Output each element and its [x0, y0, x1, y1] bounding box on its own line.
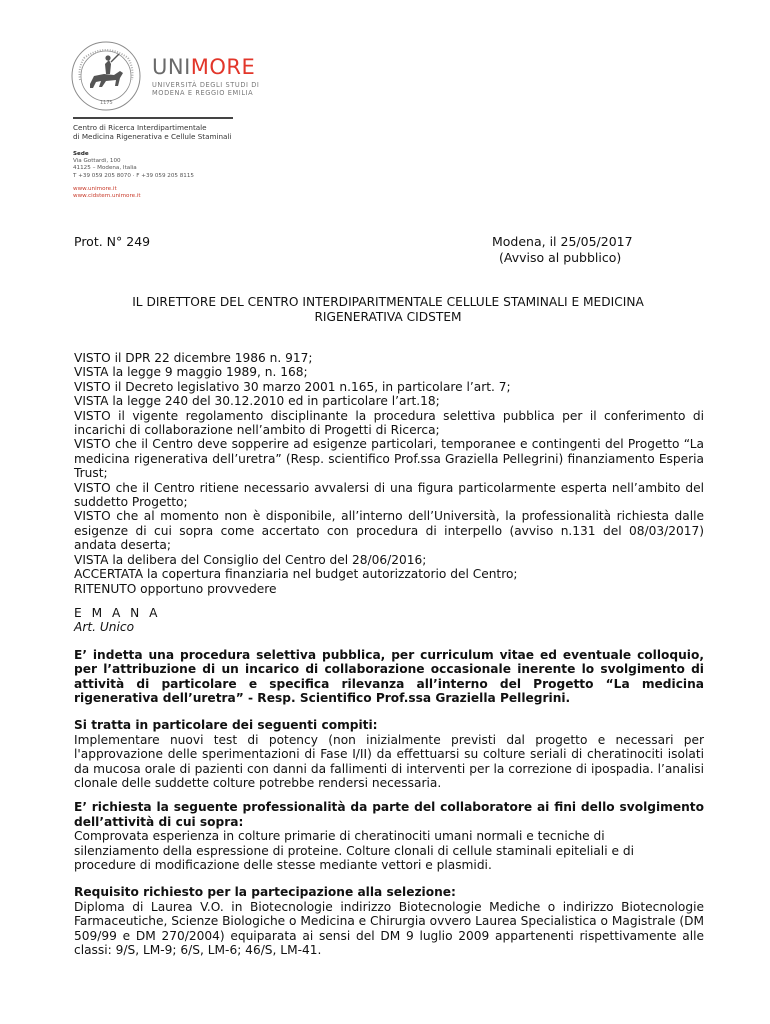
protocol-number: Prot. N° 249	[74, 234, 151, 249]
emana-heading: E M A N A	[74, 605, 161, 620]
indetta-paragraph: E’ indetta una procedura selettiva pubblica, per curriculum vitae ed eventuale colloquio, per l’attribuzione di un incarico di collaborazione occasionale inerente lo svolgimento di attività di particolare e specifica rilevanza all’interno del Progetto “La medicina rigenerativa dell’uretra” - Resp. Scientifico Prof.ssa Graziella Pellegrini.	[74, 647, 704, 705]
document-title-line-1: IL DIRETTORE DEL CENTRO INTERDIPARITMENTALE CELLULE STAMINALI E MEDICINA	[132, 295, 644, 309]
university-seal-icon	[70, 40, 142, 112]
brand-name	[152, 56, 259, 78]
brand-subtitle-line-2: MODENA E REGGIO EMILIA	[152, 89, 254, 97]
letterhead-divider	[73, 117, 233, 119]
address-line-2: 41125 – Modena, Italia	[73, 165, 137, 172]
address-line-3: T +39 059 205 8070 · F +39 059 205 8115	[73, 172, 194, 179]
website-link-cidstem[interactable]: www.cidstem.unimore.it	[73, 193, 141, 200]
visto-item: VISTA la legge 9 maggio 1989, n. 168;	[74, 365, 308, 380]
professionalita-line: silenziamento della espressione di proteine. Colture clonali di cellule staminali epiteliali e di	[74, 843, 634, 858]
visto-item: VISTO il Decreto legislativo 30 marzo 2001 n.165, in particolare l’art. 7;	[74, 379, 511, 394]
center-name-line-2: di Medicina Rigenerativa e Cellule Staminali	[73, 132, 232, 141]
requisito-text: Diploma di Laurea V.O. in Biotecnologie indirizzo Biotecnologie Mediche o indirizzo Biotecnologie Farmaceutiche, Scienze Biologiche o Medicina e Chirurgia ovvero Laurea Specialistica o Magistrale (DM 509/99 e DM 270/2004) equiparata ai sensi del DM 9 luglio 2009 appartenenti rispettivamente alle classi: 9/S, LM-9; 6/S, LM-6; 46/S, LM-41.	[74, 899, 704, 958]
address-line-1: Via Gottardi, 100	[73, 158, 121, 165]
visto-item: VISTO che il Centro deve sopperire ad esigenze particolari, temporanee e contingenti del Progetto “La medicina rigenerativa dell’uretra” (Resp. scientifico Prof.ssa Graziella Pellegrini) finanziamento Esperia Trust;	[74, 437, 704, 481]
website-links	[73, 186, 141, 200]
public-notice: (Avviso al pubblico)	[499, 250, 622, 265]
place-date	[492, 234, 633, 266]
compiti-heading: Si tratta in particolare dei seguenti compiti:	[74, 718, 378, 733]
university-logo	[152, 56, 259, 97]
brand-uni: UNI	[152, 55, 191, 79]
visto-item: VISTO il DPR 22 dicembre 1986 n. 917;	[74, 351, 313, 365]
professionalita-heading: E’ richiesta la seguente professionalità da parte del collaboratore ai fini dello svolgimento dell’attività di cui sopra:	[74, 800, 704, 829]
compiti-text: Implementare nuovi test di potency (non inizialmente previsti dal progetto e necessari per l'approvazione delle sperimentazioni di Fase I/II) da effettuarsi su colture seriali di cheratinociti isolati da mucosa orale di pazienti con danni da fallimenti di interventi per la correzione di ipospadia. l’analisi clonale delle suddette colture potrebbe rendersi necessaria.	[74, 732, 704, 790]
visto-item: VISTA la delibera del Consiglio del Centro del 28/06/2016;	[74, 552, 427, 567]
professionalita-line: procedure di modificazione delle stesse mediante vettori e plasmidi.	[74, 858, 492, 872]
brand-subtitle	[152, 81, 259, 97]
visto-item: RITENUTO opportuno provvedere	[74, 581, 277, 596]
visto-item: VISTA la legge 240 del 30.12.2010 ed in particolare l’art.18;	[74, 394, 440, 409]
document-title	[74, 295, 702, 325]
center-name-line-1: Centro di Ricerca Interdipartimentale	[73, 123, 207, 132]
article-heading: Art. Unico	[74, 620, 135, 635]
address-block	[73, 151, 194, 180]
requisito-heading: Requisito richiesto per la partecipazione alla selezione:	[74, 885, 456, 900]
visto-item: ACCERTATA la copertura finanziaria nel budget autorizzatorio del Centro;	[74, 567, 518, 582]
website-link-unimore[interactable]: www.unimore.it	[73, 186, 117, 192]
visto-item: VISTO che al momento non è disponibile, all’interno dell’Università, la professionalità richiesta dalle esigenze di cui sopra come accertato con procedura di interpello (avviso n.131 del 08/03/2017) andata deserta;	[74, 509, 704, 553]
address-label: Sede	[73, 151, 89, 157]
center-name	[73, 123, 231, 141]
professionalita-line: Comprovata esperienza in colture primarie di cheratinociti umani normali e tecniche di	[74, 829, 605, 844]
place-date-text: Modena, il 25/05/2017	[492, 234, 633, 249]
visto-item: VISTO che il Centro ritiene necessario avvalersi di una figura particolarmente esperta nell’ambito del suddetto Progetto;	[74, 480, 704, 510]
visto-item: VISTO il vigente regolamento disciplinante la procedura selettiva pubblica per il conferimento di incarichi di collaborazione nell’ambito di Progetti di Ricerca;	[74, 408, 704, 438]
document-body	[74, 351, 704, 957]
brand-more: MORE	[190, 55, 256, 79]
seal-year: 1175	[100, 100, 113, 106]
brand-subtitle-line-1: UNIVERSITÀ DEGLI STUDI DI	[152, 81, 260, 89]
document-title-line-2: RIGENERATIVA CIDSTEM	[314, 310, 462, 324]
